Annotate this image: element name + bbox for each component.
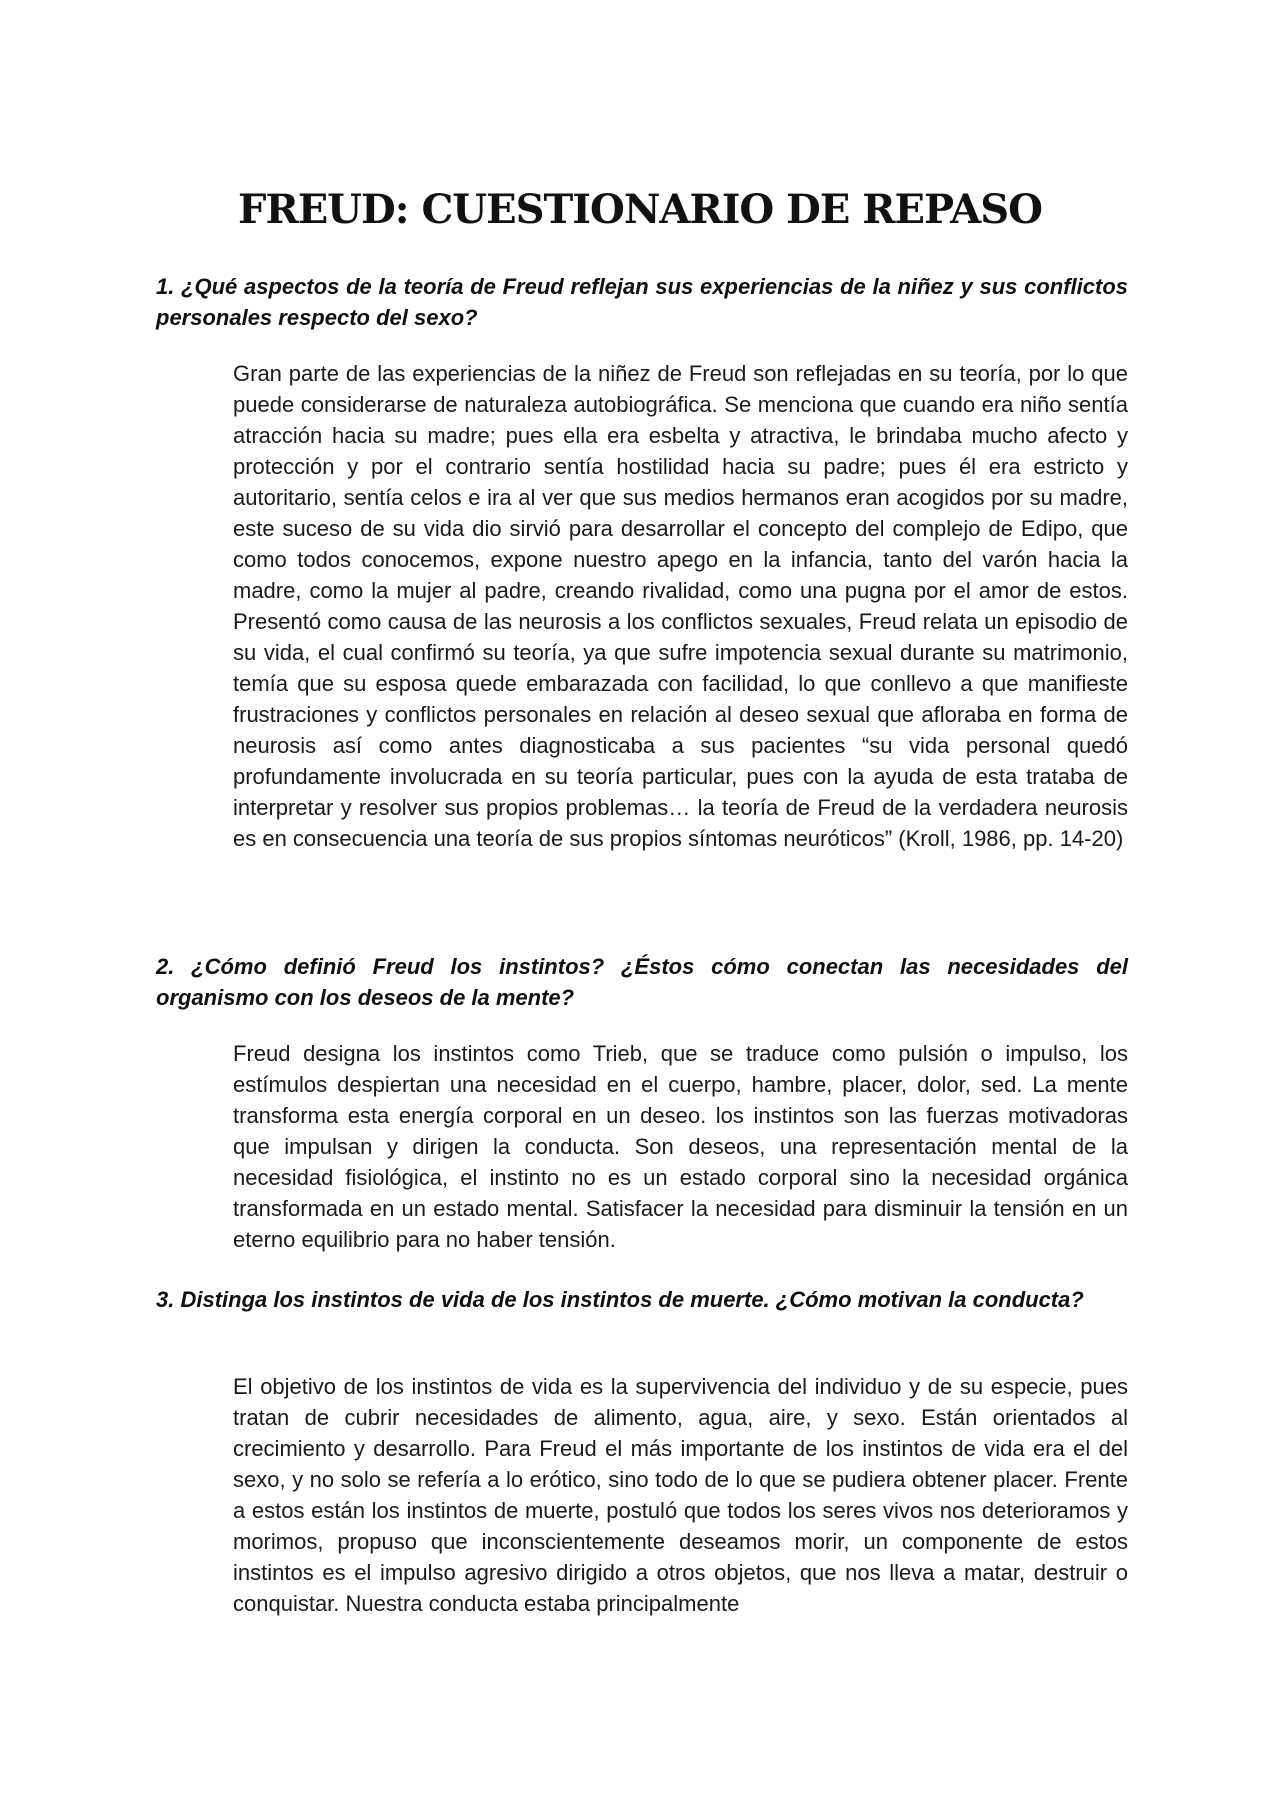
question-3: 3. Distinga los instintos de vida de los instintos de muerte. ¿Cómo motivan la conducta? [156, 1287, 1084, 1312]
document-title: FREUD: CUESTIONARIO DE REPASO [238, 186, 1042, 233]
answer-2: Freud designa los instintos como Trieb, que se traduce como pulsión o impulso, los estímulos despiertan una necesidad en el cuerpo, hambre, placer, dolor, sed. La mente transforma esta energía corporal en un deseo. los instintos son las fuerzas motivadoras que impulsan y dirigen la conducta. Son deseos, una representación mental de la necesidad fisiológica, el instinto no es un estado corporal sino la necesidad orgánica transformada en un estado mental. Satisfacer la necesidad para disminuir la tensión en un eterno equilibrio para no haber tensión. [233, 1041, 1128, 1252]
question-2: 2. ¿Cómo definió Freud los instintos? ¿Éstos cómo conectan las necesidades del organismo con los deseos de la mente? [156, 954, 1128, 1010]
answer-3: El objetivo de los instintos de vida es la supervivencia del individuo y de su especie, pues tratan de cubrir necesidades de alimento, agua, aire, y sexo. Están orientados al crecimiento y desarrollo. Para Freud el más importante de los instintos de vida era el del sexo, y no solo se refería a lo erótico, sino todo de lo que se pudiera obtener placer. Frente a estos están los instintos de muerte, postuló que todos los seres vivos nos deterioramos y morimos, propuso que inconscientemente deseamos morir, un componente de estos instintos es el impulso agresivo dirigido a otros objetos, que nos lleva a matar, destruir o conquistar. Nuestra conducta estaba principalmente [233, 1374, 1128, 1616]
question-1: 1. ¿Qué aspectos de la teoría de Freud reflejan sus experiencias de la niñez y sus conflictos personales respecto del sexo? [156, 274, 1128, 330]
answer-1: Gran parte de las experiencias de la niñez de Freud son reflejadas en su teoría, por lo que puede considerarse de naturaleza autobiográfica. Se menciona que cuando era niño sentía atracción hacia su madre; pues ella era esbelta y atractiva, le brindaba mucho afecto y protección y por el contrario sentía hostilidad hacia su padre; pues él era estricto y autoritario, sentía celos e ira al ver que sus medios hermanos eran acogidos por su madre, este suceso de su vida dio sirvió para desarrollar el concepto del complejo de Edipo, que como todos conocemos, expone nuestro apego en la infancia, tanto del varón hacia la madre, como la mujer al padre, creando rivalidad, como una pugna por el amor de estos. Presentó como causa de las neurosis a los conflictos sexuales, Freud relata un episodio de su vida, el cual confirmó su teoría, ya que sufre impotencia sexual durante su matrimonio, temía que su esposa quede embarazada con facilidad, lo que conllevo a que manifieste frustraciones y conflictos personales en relación al deseo sexual que afloraba en forma de neurosis así como antes diagnosticaba a sus pacientes “su vida personal quedó profundamente involucrada en su teoría particular, pues con la ayuda de esta trataba de interpretar y resolver sus propios problemas… la teoría de Freud de la verdadera neurosis es en consecuencia una teoría de sus propios síntomas neuróticos” (Kroll, 1986, pp. 14-20) [233, 361, 1128, 851]
